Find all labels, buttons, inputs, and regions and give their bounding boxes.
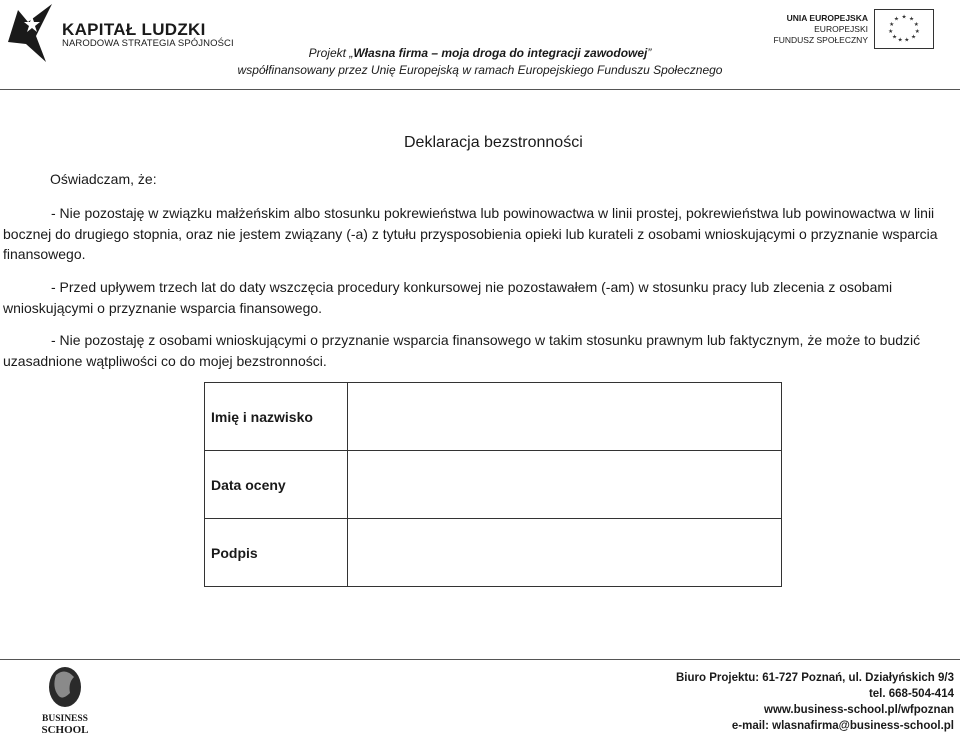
kapital-ludzki-subtitle: NARODOWA STRATEGIA SPÓJNOŚCI	[62, 38, 234, 49]
signature-field[interactable]	[348, 519, 782, 587]
contact-block	[676, 670, 954, 734]
logo-text-school: SCHOOL	[41, 724, 89, 736]
table-row	[205, 383, 782, 451]
project-prefix: Projekt „	[308, 46, 354, 60]
signature-table	[204, 382, 782, 587]
project-name: Własna firma – moja droga do integracji zawodowej	[353, 46, 648, 60]
logo-text-business: BUSINESS	[42, 714, 88, 724]
project-name-line	[0, 46, 960, 60]
kapital-ludzki-title: KAPITAŁ LUDZKI	[62, 20, 206, 39]
declaration-paragraph-1: - Nie pozostaję w związku małżeńskim albo stosunku pokrewieństwa lub powinowactwa w linii prostej, pokrewieństwa lub powinowactwa w linii bocznej do drugiego stopnia, oraz nie jestem związany (-a) z tytułu przysposobienia opieki lub kurateli z osobami wnioskującymi o przyznanie wsparcia finansowego.	[3, 205, 938, 262]
date-field[interactable]	[348, 451, 782, 519]
date-label: Data oceny	[205, 451, 348, 519]
svg-text:★: ★	[893, 16, 899, 23]
table-row	[205, 519, 782, 587]
business-school-logo	[34, 665, 96, 737]
eu-line-2: EUROPEJSKI	[814, 24, 868, 34]
phone-number: tel. 668-504-414	[868, 688, 954, 700]
cofinanced-line: współfinansowany przez Unię Europejską w ramach Europejskiego Funduszu Społecznego	[237, 63, 723, 77]
svg-text:★: ★	[909, 16, 915, 23]
project-suffix: ”	[647, 46, 652, 60]
svg-text:★: ★	[914, 28, 920, 35]
signature-label: Podpis	[205, 519, 348, 587]
svg-text:★: ★	[889, 22, 895, 29]
table-row	[205, 451, 782, 519]
svg-text:★: ★	[913, 22, 919, 29]
svg-text:★: ★	[910, 34, 917, 41]
office-address: Biuro Projektu: 61-727 Poznań, ul. Działyńskich 9/3	[676, 672, 954, 684]
svg-text:★: ★	[904, 37, 910, 44]
email-link[interactable]: e-mail: wlasnafirma@business-school.pl	[731, 720, 954, 732]
eu-line-3: FUNDUSZ SPOŁECZNY	[773, 35, 868, 45]
website-link[interactable]: www.business-school.pl/wfpoznan	[764, 704, 954, 716]
svg-text:★: ★	[901, 14, 907, 21]
footer-divider	[0, 659, 960, 660]
eu-flag-icon	[874, 9, 934, 49]
eu-text-block	[774, 13, 868, 46]
name-field[interactable]	[348, 383, 782, 451]
svg-text:★: ★	[897, 37, 903, 44]
header-divider	[0, 89, 960, 90]
page-header	[0, 0, 960, 90]
declaration-paragraph-3: - Nie pozostaję z osobami wnioskującymi o przyznanie wsparcia finansowego w takim stosunku prawnym lub faktycznym, że może to budzić uzasadnione wątpliwości co do mojej bezstronności.	[3, 332, 921, 369]
name-label: Imię i nazwisko	[205, 383, 348, 451]
svg-text:★: ★	[888, 28, 894, 35]
eu-line-1: UNIA EUROPEJSKA	[786, 13, 868, 23]
svg-text:★: ★	[891, 34, 898, 41]
intro-text: Oświadczam, że:	[50, 171, 157, 187]
declaration-paragraph-2: - Przed upływem trzech lat do daty wszczęcia procedury konkursowej nie pozostawałem (-am) w stosunku pracy lub zlecenia z osobami wnioskującymi o przyznanie wsparcia finansowego.	[3, 279, 893, 316]
document-title: Deklaracja bezstronności	[404, 134, 583, 151]
